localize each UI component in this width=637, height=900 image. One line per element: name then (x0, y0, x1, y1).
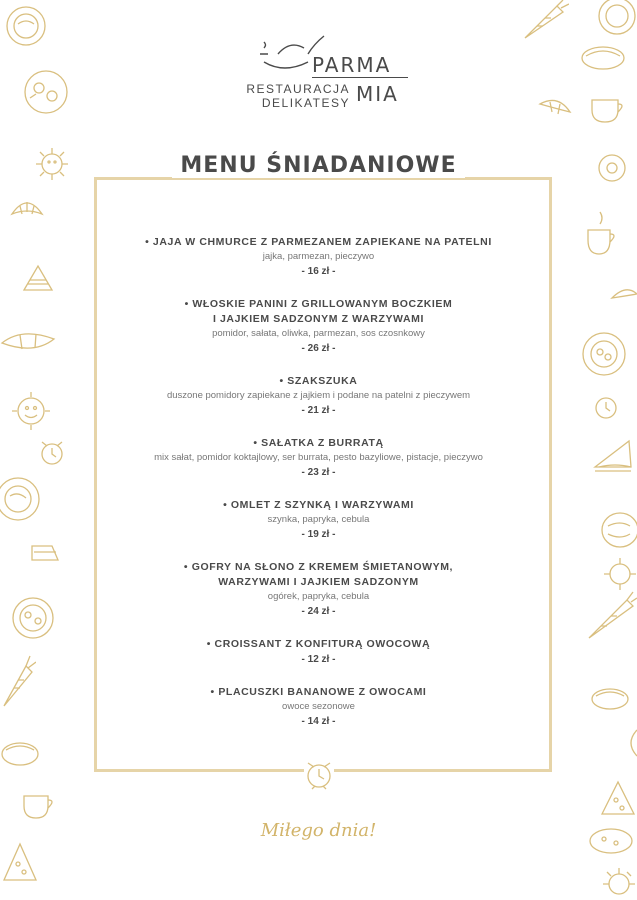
item-description: szynka, papryka, cebula (267, 514, 370, 525)
menu-list (100, 235, 537, 747)
item-price: - 12 zł - (301, 654, 336, 665)
item-description: duszone pomidory zapiekane z jajkiem i podane na patelni z pieczywem (166, 390, 471, 401)
menu-item (100, 560, 537, 620)
teacup-icon (22, 792, 56, 822)
item-name: • SZAKSZUKA (279, 375, 358, 387)
menu-item (100, 374, 537, 419)
item-description: owoce sezonowe (282, 701, 355, 712)
menu-item (100, 235, 537, 280)
pizza-slice-icon (0, 840, 40, 884)
brand-subtitle (242, 82, 350, 110)
croissant-icon (610, 286, 637, 310)
sun-face-icon (600, 864, 637, 900)
cake-slice-icon (30, 540, 60, 566)
sandwich-icon (593, 437, 633, 477)
brand-line-1: RESTAURACJA (246, 82, 350, 96)
plate-icon (10, 595, 56, 641)
alarm-clock-icon (38, 438, 66, 468)
croissant-icon (536, 94, 574, 128)
cake-slice-icon (20, 262, 56, 296)
menu-item (100, 637, 537, 668)
item-name: • WŁOSKIE PANINI Z GRILLOWANYM BOCZKIEM (184, 298, 453, 310)
item-name: • JAJA W CHMURCE Z PARMEZANEM ZAPIEKANE NA PATELNI (145, 236, 492, 248)
smiley-icon (10, 390, 52, 432)
croissant-icon (10, 196, 44, 222)
item-price: - 23 zł - (301, 467, 336, 478)
brand-divider (312, 77, 408, 78)
alarm-clock-icon (592, 392, 620, 422)
brand-line-2: DELIKATESY (261, 96, 350, 110)
item-name: • CROISSANT Z KONFITURĄ OWOCOWĄ (206, 638, 431, 650)
carrot-icon (585, 590, 637, 642)
carrot-icon (523, 0, 569, 42)
item-price: - 21 zł - (301, 405, 336, 416)
plate-icon (580, 330, 628, 378)
item-price: - 26 zł - (301, 343, 336, 354)
sushi-icon (0, 740, 40, 768)
menu-item (100, 498, 537, 543)
alarm-clock-icon (304, 757, 334, 793)
item-description: ogórek, papryka, cebula (267, 591, 370, 602)
item-name: • SAŁATKA Z BURRATĄ (253, 437, 384, 449)
footer-greeting: Miłego dnia! (260, 820, 377, 841)
brand-name-bottom: MIA (356, 82, 399, 106)
item-name: • PLACUSZKI BANANOWE Z OWOCAMI (210, 686, 427, 698)
carrot-icon (0, 654, 36, 708)
item-name-line-2: I JAJKIEM SADZONYM Z WARZYWAMI (212, 313, 425, 325)
teacup-icon (590, 96, 626, 126)
eggs-icon (22, 68, 70, 116)
item-name-line-2: WARZYWAMI I JAJKIEM SADZONYM (218, 576, 419, 588)
plate-icon (4, 4, 48, 48)
item-price: - 16 zł - (301, 266, 336, 277)
plate-icon (595, 0, 637, 40)
menu-item (100, 685, 537, 730)
plate-icon (598, 510, 637, 550)
sushi-icon (580, 44, 626, 72)
sushi-icon (590, 686, 630, 712)
teacup-icon (586, 210, 622, 260)
pizza-slice-icon (598, 778, 637, 818)
item-description: mix sałat, pomidor koktajlowy, ser burrata, pesto bazyliowe, pistacje, pieczywo (154, 452, 483, 463)
menu-item (100, 436, 537, 481)
croissant-icon (625, 728, 637, 758)
item-name: • GOFRY NA SŁONO Z KREMEM ŚMIETANOWYM, (183, 561, 454, 573)
plate-icon (0, 474, 44, 524)
title-wrap (0, 153, 637, 178)
clock-badge (304, 757, 334, 793)
item-price: - 14 zł - (301, 716, 336, 727)
item-price: - 19 zł - (301, 529, 336, 540)
item-description: pomidor, sałata, oliwka, parmezan, sos czosnkowy (212, 328, 425, 339)
sun-face-icon (602, 556, 637, 592)
brand-name-top: PARMA (312, 53, 392, 77)
brand-logo (240, 30, 420, 110)
wrap-icon (0, 325, 58, 355)
page-title: MENU ŚNIADANIOWE (172, 153, 464, 178)
item-name: • OMLET Z SZYNKĄ I WARZYWAMI (223, 499, 414, 511)
item-price: - 24 zł - (301, 606, 336, 617)
item-description: jajka, parmezan, pieczywo (262, 251, 375, 262)
menu-item (100, 297, 537, 357)
